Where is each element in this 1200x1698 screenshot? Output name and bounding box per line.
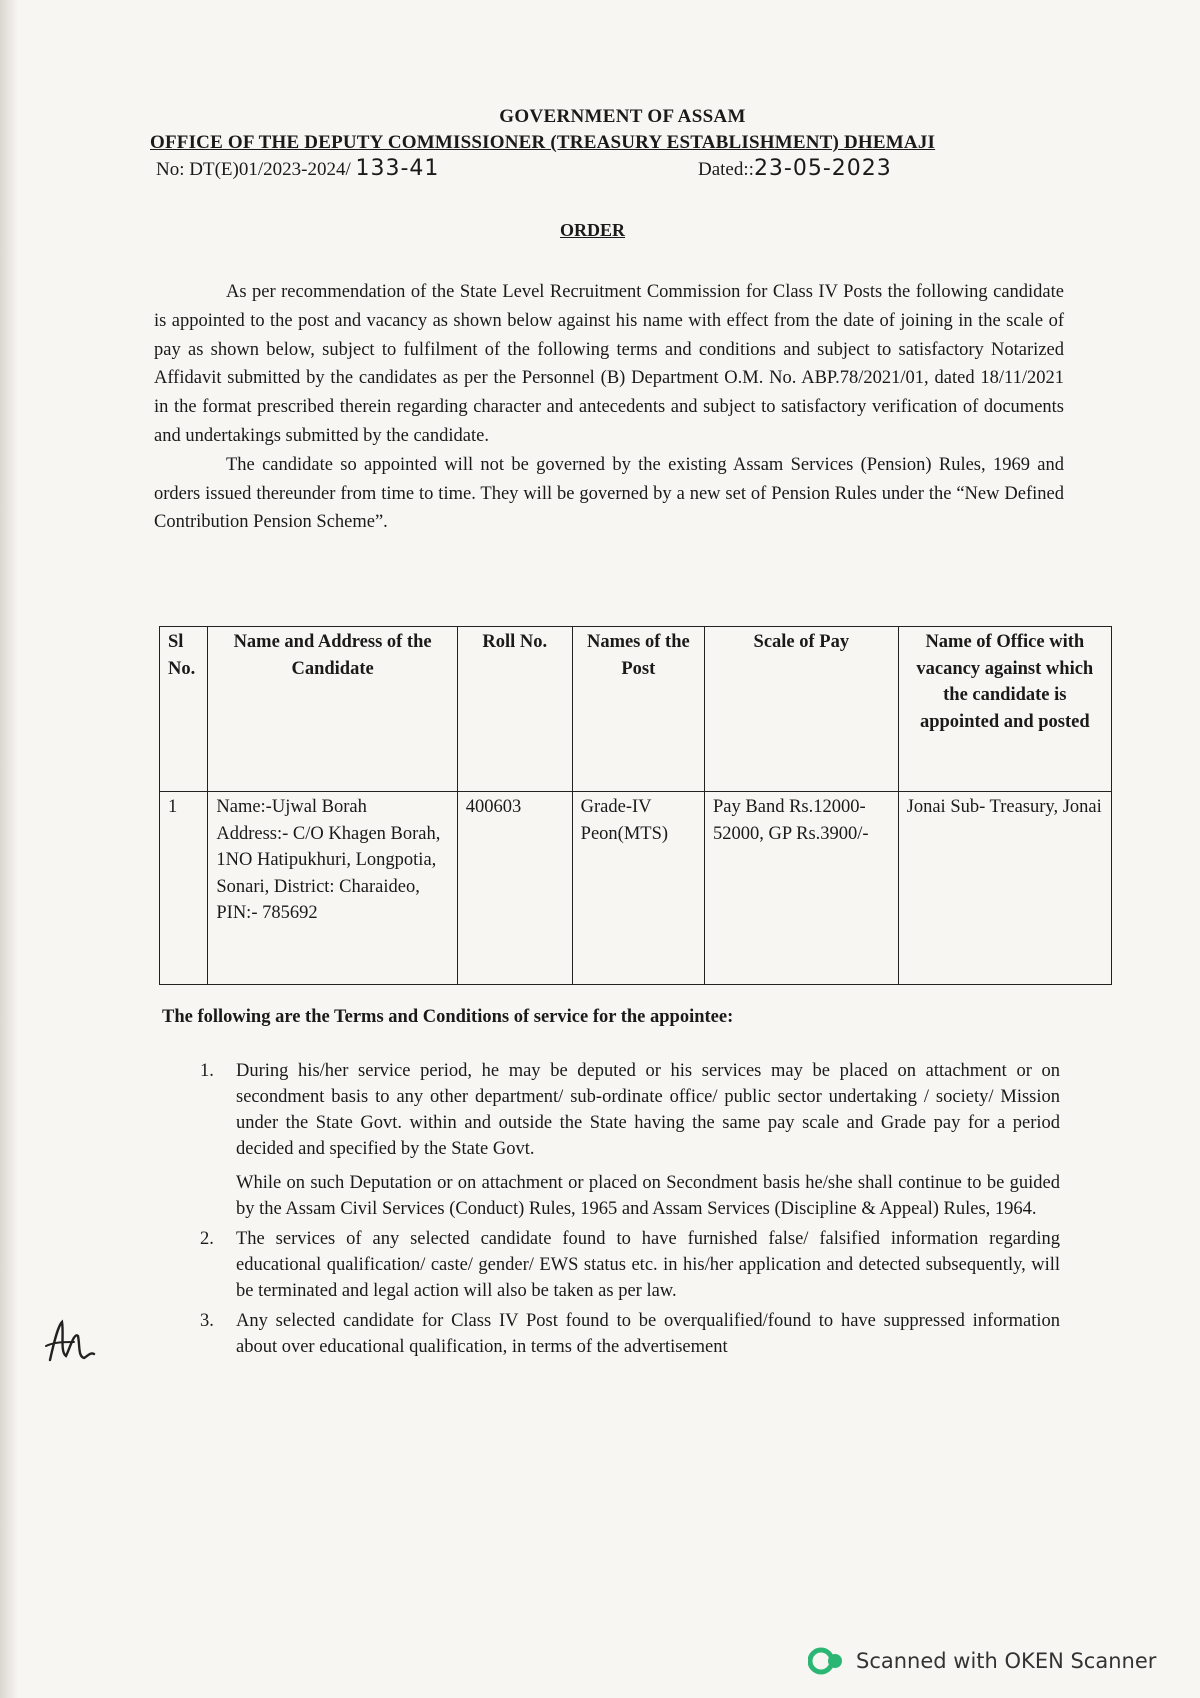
order-body bbox=[154, 278, 1064, 537]
reference-prefix: No: DT(E)01/2023-2024/ bbox=[156, 159, 351, 180]
reference-number bbox=[156, 156, 439, 181]
oken-scanner-logo-icon bbox=[808, 1646, 844, 1676]
appointment-table bbox=[159, 626, 1112, 985]
cell-name-address bbox=[208, 792, 457, 985]
cell-scale-of-pay: Pay Band Rs.12000-52000, GP Rs.3900/- bbox=[705, 792, 899, 985]
scan-edge-shadow bbox=[0, 0, 18, 1698]
table-header-row bbox=[160, 627, 1112, 792]
cell-sl-no: 1 bbox=[160, 792, 208, 985]
table-row bbox=[160, 792, 1112, 985]
cell-roll-no: 400603 bbox=[457, 792, 572, 985]
col-header-sl-no: Sl No. bbox=[160, 627, 208, 792]
handwritten-initials bbox=[40, 1312, 100, 1372]
paragraph-pension: The candidate so appointed will not be governed by the existing Assam Services (Pension) Rules, 1969 and orders issued thereunder from time to time. They will be governed by a new set of Pension Rules under the “New Defined Contribution Pension Scheme”. bbox=[154, 454, 1064, 533]
col-header-scale-of-pay: Scale of Pay bbox=[705, 627, 899, 792]
term-number: 1. bbox=[200, 1061, 214, 1081]
term-text: Any selected candidate for Class IV Post found to be overqualified/found to have suppressed information about over educational qualification, in terms of the advertisement bbox=[236, 1311, 1060, 1357]
term-number: 2. bbox=[200, 1229, 214, 1249]
dated-label: Dated:: bbox=[698, 159, 754, 180]
term-text: During his/her service period, he may be deputed or his services may be placed on attachment or on secondment basis to any other department/ sub-ordinate office/ public sector undertaking / society/ Mission under the State Govt. within and outside the State having the same pay scale and Grade pay for a period decided and specified by the State Govt. bbox=[236, 1061, 1060, 1159]
terms-heading: The following are the Terms and Conditions of service for the appointee: bbox=[162, 1007, 734, 1027]
government-title: GOVERNMENT OF ASSAM bbox=[499, 106, 746, 127]
candidate-name: Name:-Ujwal Borah bbox=[216, 797, 367, 817]
paragraph-recommendation: As per recommendation of the State Level Recruitment Commission for Class IV Posts the following candidate is appointed to the post and vacancy as shown below against his name with effect from the date of joining in the scale of pay as shown below, subject to fulfilment of the following terms and conditions and subject to satisfactory Notarized Affidavit submitted by the candidates as per the Personnel (B) Department O.M. No. ABP.78/2021/01, dated 18/11/2021 in the format prescribed therein regarding character and antecedents and subject to satisfactory verification of documents and undertakings submitted by the candidate. bbox=[154, 282, 1064, 446]
cell-office: Jonai Sub- Treasury, Jonai bbox=[898, 792, 1111, 985]
col-header-office: Name of Office with vacancy against which the candidate is appointed and posted bbox=[898, 627, 1111, 792]
term-number: 3. bbox=[200, 1311, 214, 1331]
cell-post: Grade-IV Peon(MTS) bbox=[572, 792, 704, 985]
scanner-watermark-text: Scanned with OKEN Scanner bbox=[856, 1649, 1157, 1673]
col-header-name-address: Name and Address of the Candidate bbox=[208, 627, 457, 792]
reference-line bbox=[150, 156, 1020, 182]
col-header-post: Names of the Post bbox=[572, 627, 704, 792]
term-text: The services of any selected candidate found to have furnished false/ falsified information regarding educational qualification/ caste/ gender/ EWS status etc. in his/her application and detected subsequently, will be terminated and legal action will also be taken as per law. bbox=[236, 1229, 1060, 1301]
terms-list bbox=[200, 1058, 1060, 1364]
list-item bbox=[200, 1308, 1060, 1360]
list-item bbox=[200, 1226, 1060, 1304]
letterhead bbox=[150, 106, 1020, 182]
col-header-roll-no: Roll No. bbox=[457, 627, 572, 792]
order-date bbox=[698, 156, 892, 181]
term-text-continuation: While on such Deputation or on attachment or placed on Secondment basis he/she shall continue to be guided by the Assam Civil Services (Conduct) Rules, 1965 and Assam Services (Discipline & Appeal) Rules, 1964. bbox=[236, 1173, 1060, 1219]
candidate-address: Address:- C/O Khagen Borah, 1NO Hatipukhuri, Longpotia, Sonari, District: Charaideo, PIN:- 785692 bbox=[216, 823, 441, 923]
handwritten-date: 23-05-2023 bbox=[753, 156, 892, 181]
office-title: OFFICE OF THE DEPUTY COMMISSIONER (TREASURY ESTABLISHMENT) DHEMAJI bbox=[150, 132, 936, 153]
order-heading: ORDER bbox=[560, 220, 626, 240]
list-item bbox=[200, 1058, 1060, 1222]
handwritten-reference-number: 133-41 bbox=[355, 156, 440, 181]
scanner-watermark bbox=[808, 1646, 1156, 1676]
